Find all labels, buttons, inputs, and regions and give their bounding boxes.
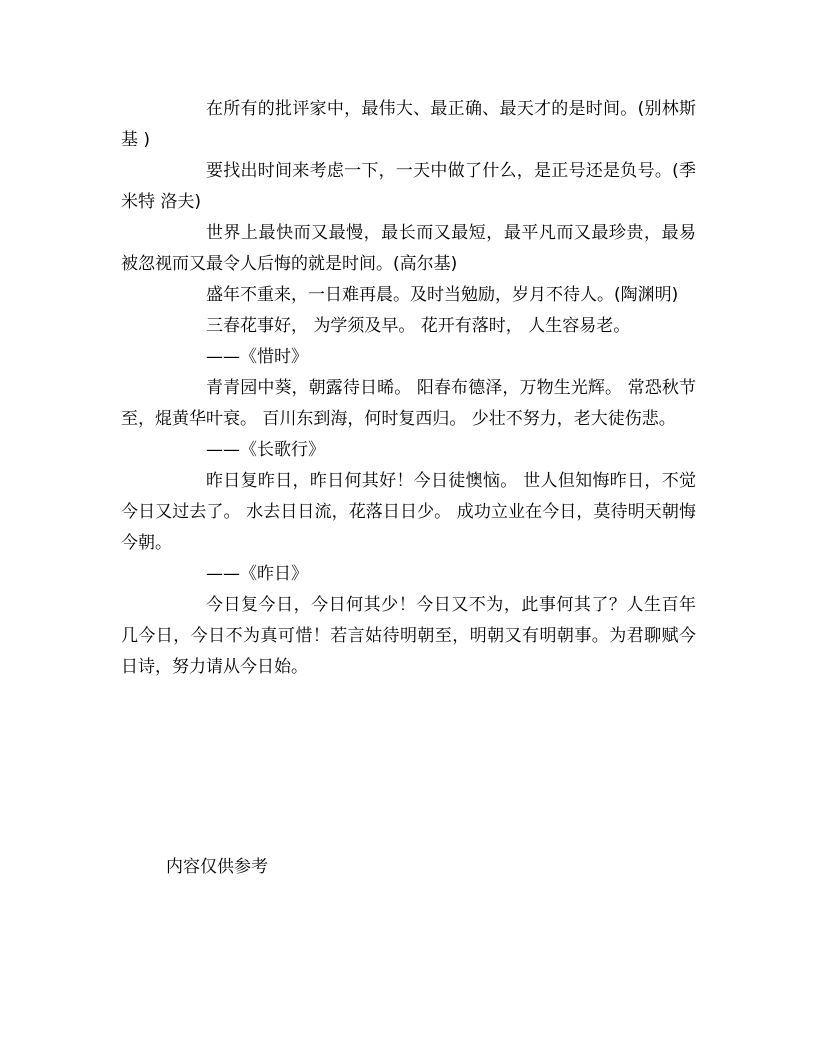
quote-belinsky: 在所有的批评家中，最伟大、最正确、最天才的是时间。(别林斯基 ) bbox=[121, 99, 696, 150]
quote-gorky: 世界上最快而又最慢，最长而又最短，最平凡而又最珍贵，最易被忽视而又最令人后悔的就是时间。(高尔基) bbox=[121, 223, 696, 274]
quote-dimitrov: 要找出时间来考虑一下，一天中做了什么，是正号还是负号。(季 米特 洛夫) bbox=[121, 161, 696, 212]
poem-changgexing: 青青园中葵，朝露待日晞。 阳春布德泽，万物生光辉。 常恐秋节至，焜黄华叶衰。 百川东到海，何时复西归。 少壮不努力，老大徒伤悲。 bbox=[121, 378, 696, 429]
document-body bbox=[121, 94, 696, 683]
poem-jinri: 今日复今日，今日何其少！今日又不为，此事何其了？人生百年几今日，今日不为真可惜！若言姑待明朝至，明朝又有明朝事。为君聊赋今日诗，努力请从今日始。 bbox=[121, 595, 696, 677]
quote-tao-yuanming: 盛年不重来，一日难再晨。及时当勉励，岁月不待人。(陶渊明) bbox=[206, 285, 679, 305]
footer-note: 内容仅供参考 bbox=[166, 857, 268, 877]
poem-xishi: 三春花事好， 为学须及早。 花开有落时， 人生容易老。 bbox=[206, 316, 631, 336]
attribution-zuori: ——《昨日》 bbox=[206, 564, 308, 584]
poem-zuori: 昨日复昨日，昨日何其好！今日徒懊恼。 世人但知悔昨日，不觉今日又过去了。 水去日日流，花落日日少。 成功立业在今日，莫待明天朝悔今朝。 bbox=[121, 471, 696, 553]
attribution-xishi: ——《惜时》 bbox=[206, 347, 308, 367]
attribution-changgexing: ——《长歌行》 bbox=[206, 440, 325, 460]
